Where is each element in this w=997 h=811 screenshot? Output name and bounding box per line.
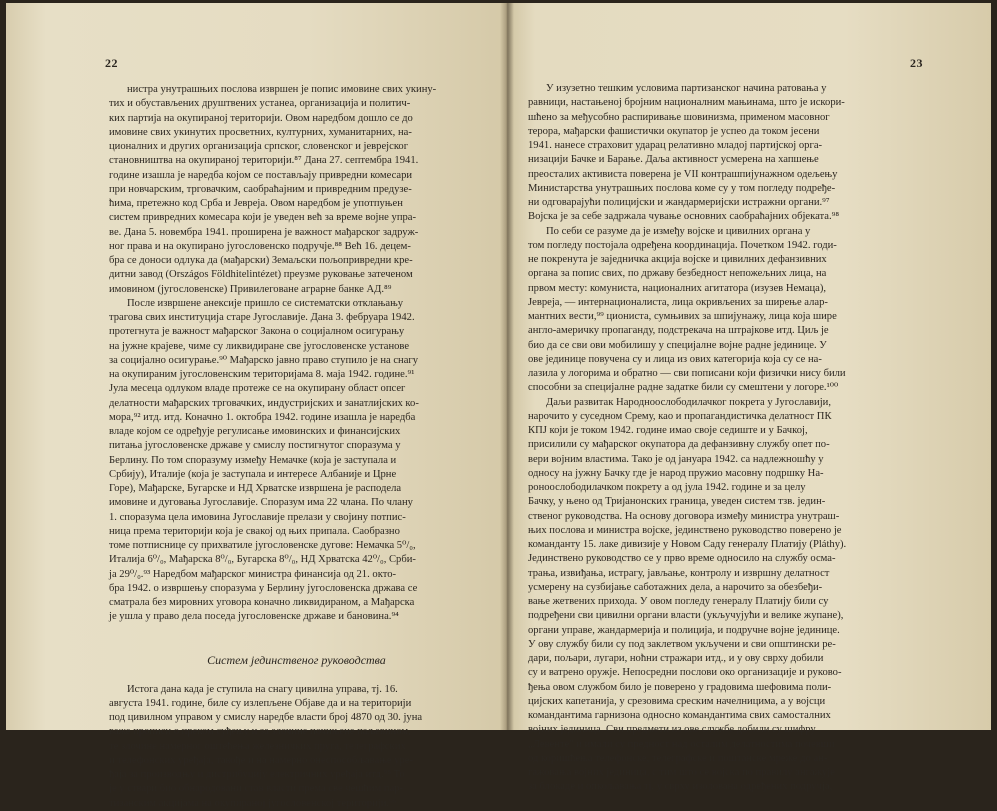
text-line: ница према територији која је свакој од њих припала. Сaобразно xyxy=(109,525,400,537)
right-page xyxy=(506,3,991,793)
text-line: Бачку, у њено од Тријанонских граница, уведен систем тзв. једин- xyxy=(528,496,826,508)
left-page xyxy=(6,3,506,809)
text-line: њих послова и министра војске, јединствено руководство поверено је xyxy=(528,524,842,536)
text-line: бра 1942. о извршењу споразума у Берлину југословенска држава се xyxy=(109,582,418,594)
text-line: равници, настањеној бројним националним мањинама, што је искори- xyxy=(528,97,845,109)
page-number-left: 22 xyxy=(105,56,118,70)
text-line: „Левенте" и имали су предност над осталим делатностима почевши xyxy=(528,738,835,750)
text-line: тизанским акцијама на окупираној југословенској територији.⁹⁶ xyxy=(109,797,397,809)
text-line: ја 29⁰/₀.⁹³ Наредбом мађарског министра финансија од 21. окто- xyxy=(109,568,397,580)
text-line: КПЈ који је током 1942. године имао своје седиште и у Бачкој, xyxy=(528,425,808,436)
text-line: ственог руководства. На основу договора између министра унутраш- xyxy=(528,510,840,522)
text-line: англо-америчку пропаганду, подстрекача на штрајкове итд. Циљ је xyxy=(528,325,829,337)
text-line: По себи се разуме да је између војске и цивилних органа у xyxy=(546,225,811,237)
text-line: имовине и дуговања Југославије. Споразум има 22 члана. По члану xyxy=(109,497,413,509)
text-line: дари, пољари, лугари, ноћни стражари итд., и у ову сврху добили xyxy=(528,653,824,664)
section-heading: Систем јединственог руководства xyxy=(207,652,386,667)
text-line: У изузетно тешким условима партизанског начина ратовања у xyxy=(546,83,827,94)
text-line: био да се сви ови мобилишу у специјалне војне радне јединице. У xyxy=(528,339,827,351)
text-line: органа за попис свих, по државу безбедност непожељних лица, на xyxy=(528,268,827,280)
text-line: способни за специјалне радне задатке били су смештени у логоре.¹⁰⁰ xyxy=(528,382,839,394)
text-line: Италија 6⁰/₀, Мађарска 8⁰/₀, Бугарска 8⁰/₀, НД Хрватска 42⁰/₀, Срби- xyxy=(109,554,416,566)
text-line: ђења овом службом било је поверено у градовима шефовима поли- xyxy=(528,681,832,693)
text-line: ђаја за производњу и дистрибуцију електричних уређаја итд.⁹⁵ То xyxy=(109,769,405,780)
text-line: усмерену на сузбијање саботажних дела, а нарочито за обезбеђи- xyxy=(528,581,823,593)
text-line: подређени сви цивилни органи власти (укључујући и велике жупане), xyxy=(528,610,844,622)
paragraph-left-1 xyxy=(109,83,484,297)
text-line: протегнута је важност мађарског Закона о социјалном осигурању xyxy=(109,326,405,338)
text-line: командантима гарнизона односно командантима свих самосталних xyxy=(528,710,831,721)
text-line: ног права и на окупирано југословенско подручје.⁸⁸ Већ 16. децем- xyxy=(109,240,411,252)
text-line: су и ватрено оружје. Непосредни послови око организације и руково- xyxy=(528,667,842,679)
paragraph-right-2 xyxy=(528,225,936,396)
text-line: те злочине намерног оштећења железничких пруга, телеграфских xyxy=(109,740,406,752)
paragraph-left-3 xyxy=(109,683,484,811)
text-line: терора, мађарски фашистички окупатор је успео да током јесени xyxy=(528,125,820,137)
text-line: питања југословенске државе у смислу постигнутог споразума у xyxy=(109,440,401,452)
text-line: ционалних и других организација српског, словенског и јеврејског xyxy=(109,141,409,152)
text-line: првом месту: комуниста, националних агитатора (изузев Немаца), xyxy=(528,282,827,294)
text-line: делатности мађарских трговачких, индустријских и занатлијских ко- xyxy=(109,397,419,409)
text-line: 1941. нанесе страховит ударац релативно младој партијској орга- xyxy=(528,140,823,151)
text-line: трања, извиђања, истрагу, јављање, контролу и извршну делатност xyxy=(528,567,830,579)
text-line: имовином (југословенске) Привилеговане аграрне банке АД.⁸⁹ xyxy=(109,283,392,295)
text-line: на окупираним југословенским територијама 8. маја 1942. године.⁹¹ xyxy=(109,369,415,380)
text-line: ве. Дана 5. новембра 1941. проширена је важност мађарског задруж- xyxy=(109,226,419,238)
text-line: низацији Бачке и Барање. Даља активност усмерена на хапшење xyxy=(528,154,819,166)
text-line: бра се доноси одлука да (мађарски) Земаљски пољопривредни кре- xyxy=(109,255,413,266)
text-line: После извршене анексије пришло се систематски отклањању xyxy=(127,297,404,309)
text-line: У ову службу били су под заклетвом укључени и сви општински ре- xyxy=(528,638,836,650)
text-line: године изашла је наредба којом се постављају привредни комесари xyxy=(109,169,413,181)
text-line: преосталих активиста поверена је VII контрашпијунажном одељењу xyxy=(528,168,838,180)
text-line: нарочито у суседном Срему, као и пропагандистичка делатност ПК xyxy=(528,410,832,422)
text-line: војних јединица. Сви предмети из ове службе добили су шифру xyxy=(528,724,816,736)
text-line: ких партија на окупираној територији. Овом наредбом дошло се до xyxy=(109,112,413,124)
text-line: нистра унутрашњих послова извршен је попис имовине свих укину- xyxy=(127,84,437,95)
text-line: мантних вести,⁹⁹ циониста, сумњивих за шпијунажу, лица која шире xyxy=(528,311,837,322)
text-line: и телефонских уређаја, такође и на намерно онеспособљавање уре- xyxy=(109,754,414,766)
text-line: том погледу постојала одређена координација. Почетком 1942. годи- xyxy=(528,239,837,251)
paragraph-right-1 xyxy=(528,82,936,225)
text-line: Јевреја, — интернационалиста, лица окривљених за ширење алар- xyxy=(528,296,828,308)
text-line: важе прописи о преком суђењу и за злочине почињене паљевином, xyxy=(109,726,411,738)
book-spread xyxy=(6,3,991,809)
text-line: Горе), Мађарске, Бугарске и НД Хрватске извршена је расподела xyxy=(109,483,402,494)
text-line: томе потписнице су прихватиле југословенске дугове: Немачка 5⁰/₀, xyxy=(109,540,416,551)
book-gutter xyxy=(500,3,514,730)
text-line: Министарства унутрашњих послова коме су у том погледу подређе- xyxy=(528,182,836,194)
text-line: при новчарским, трговачким, саобраћајним и привредним предузе- xyxy=(109,183,412,195)
text-line: августа 1941. године, биле су излепљене Објаве да и на територији xyxy=(109,697,412,709)
text-line: трагова свих институција старе Југославије. Дана 3. фебруара 1942. xyxy=(109,312,415,323)
paragraph-right-3 xyxy=(528,396,936,795)
paragraph-left-2 xyxy=(109,297,484,625)
text-line: је ушла у право дела поседа југословенске државе и бановина.⁹⁴ xyxy=(109,611,399,623)
text-line: гажовања војних јединица, с тим што се војска по правилу ангажује xyxy=(528,767,835,778)
text-line: цијских капетанија, у срезовима среским начелницима, а у војсци xyxy=(528,695,826,707)
text-line: Србију), Италије (која је заступала и интересе Албаније и Црне xyxy=(109,468,397,480)
text-line: под цивилном управом у смислу наредбе власти број 4870 од 30. јуна xyxy=(109,712,423,723)
text-line: Истога дана када је ступила на снагу цивилна управа, тј. 16. xyxy=(127,683,398,695)
left-page-text xyxy=(109,83,484,811)
text-line: за блокаде и опкољавања тј. у сврху изолована одређених подручја, xyxy=(528,781,833,793)
text-line: ћима, претежно код Срба и Јевреја. Овом наредбом је употпуњен xyxy=(109,198,403,209)
text-line: дитни завод (Országos Földhitelintézet) преузме руковање затеченом xyxy=(109,269,413,281)
page-number-right: 23 xyxy=(910,56,923,70)
text-line: лазила у логорима и обратно — сви пописани који физички нису били xyxy=(528,368,846,379)
text-line: 1. споразума цела имовина Југославије прелази у својину потпис- xyxy=(109,511,406,523)
text-line: ове јединице повучена су и лица из ових категорија која су се на- xyxy=(528,353,822,365)
text-line: Војска је за себе задржала чување основних саобраћајних објеката.⁹⁸ xyxy=(528,211,840,223)
text-line: роноослободилачком покрету а од јула 1942. године и за целу xyxy=(528,482,806,493)
text-line: Јула месеца одлуком владе протеже се на окупирану област опсег xyxy=(109,383,406,395)
text-line: сматрала без мировних уговора коначно ликвидираном, а Мађарска xyxy=(109,597,415,608)
text-line: Јединствено руководство се у прво време односило на службу осма- xyxy=(528,553,836,565)
text-line: шћено за међусобно распиривање шовинизма, применом масовног xyxy=(528,111,830,123)
text-line: је у ствари био обнародовани став власти према све чешћим пар- xyxy=(109,783,403,795)
right-page-text xyxy=(528,82,936,795)
text-line: од коришћења телефонске, телеграфске и поштанске мреже до ан- xyxy=(528,752,828,764)
text-line: присилили су мађарског окупатора да дефанзивну службу опет по- xyxy=(528,439,830,451)
text-line: систем привредних комесара који је уведен већ за време војне упра- xyxy=(109,212,417,224)
text-line: не покренута је заједничка акција војске и цивилних дефанзивних xyxy=(528,254,827,265)
text-line: вери војним властима. Тако је од јануара 1942. са надлежношћу у xyxy=(528,453,824,465)
text-line: владе којом се одређује регулисање имовинских и финансијских xyxy=(109,426,401,437)
text-line: за социјално осигурање.⁹⁰ Мађарско јавно право ступило је на снагу xyxy=(109,354,419,366)
text-line: односу на јужну Бачку где је народ пружио масовну подршку На- xyxy=(528,467,824,479)
text-line: мора,⁹² итд. итд. Коначно 1. октобра 1942. године изашла је наредба xyxy=(109,411,416,423)
text-line: вање жетвених прихода. У овом погледу генералу Платију били су xyxy=(528,596,829,607)
text-line: имовине свих укинутих просветних, културних, хуманитарних, на- xyxy=(109,126,412,138)
text-line: ни одговарајући полицијски и жандармеријски истражни органи.⁹⁷ xyxy=(528,197,830,208)
text-line: становништва на окупираној територији.⁸⁷ Дана 27. септембра 1941. xyxy=(109,155,419,167)
text-line: органи управе, жандармерија и полиција, и подручне војне јединице. xyxy=(528,624,840,636)
text-line: Берлину. По том споразуму између Немачке (која је заступала и xyxy=(109,454,397,466)
text-line: тих и обустављених друштвених устанеа, организација и политич- xyxy=(109,98,411,110)
text-line: команданту 15. лаке дивизије у Новом Саду генералу Платију (Pláthy). xyxy=(528,539,847,550)
text-line: на јужне крајеве, чиме су ликвидиране све југословенске установе xyxy=(109,340,410,352)
text-line: Даљи развитак Народноослободилачког покрета у Југославији, xyxy=(546,396,831,408)
